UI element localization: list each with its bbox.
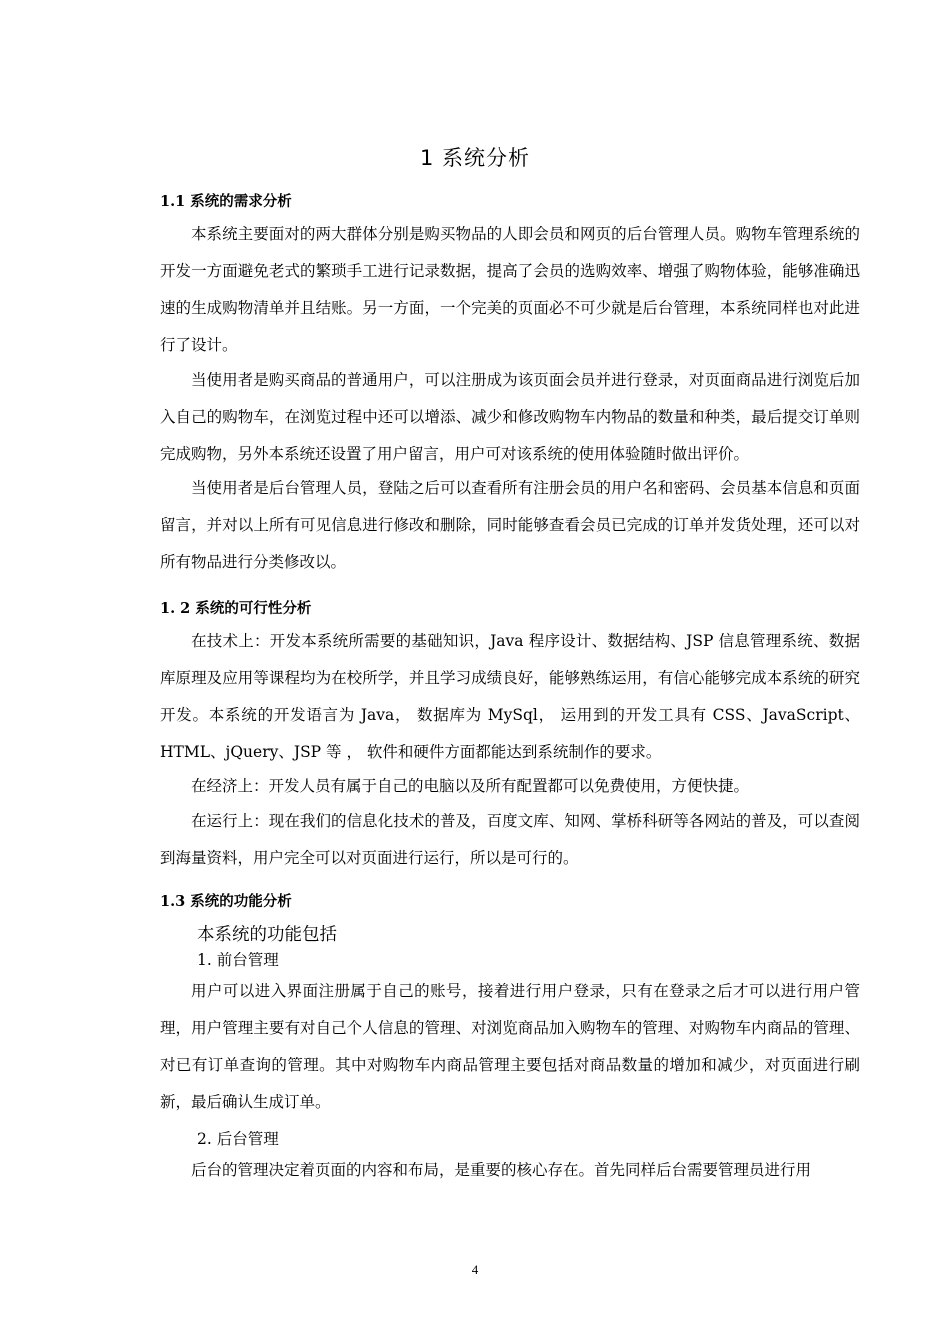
paragraph: 后台的管理决定着页面的内容和布局，是重要的核心存在。首先同样后台需要管理员进行用: [191, 1161, 812, 1179]
list-intro: 本系统的功能包括: [197, 925, 337, 945]
paragraph: 在技术上：开发本系统所需要的基础知识，Java 程序设计、数据结构、JSP 信息管理系统、数据库原理及应用等课程均为在校所学，并且学习成绩良好，能够熟练运用，有信心能够完成本系统的研究开发。本系统的开发语言为 Java， 数据库为 MySql， 运用到的开发工具有 CSS、JavaScript、HTML、jQuery、JSP 等 ， 软件和硬件方面都能达到系统制作的要求。: [160, 632, 860, 761]
section-heading-1-2: 1. 2 系统的可行性分析: [160, 600, 312, 617]
section-heading-1-1: 1.1 系统的需求分析: [160, 193, 292, 210]
paragraph: 当使用者是后台管理人员，登陆之后可以查看所有注册会员的用户名和密码、会员基本信息和页面留言，并对以上所有可见信息进行修改和删除，同时能够查看会员已完成的订单并发货处理，还可以对所有物品进行分类修改以。: [160, 479, 860, 571]
paragraph: 本系统主要面对的两大群体分别是购买物品的人即会员和网页的后台管理人员。购物车管理系统的开发一方面避免老式的繁琐手工进行记录数据，提高了会员的选购效率、增强了购物体验，能够准确迅速的生成购物清单并且结账。另一方面，一个完美的页面必不可少就是后台管理，本系统同样也对此进行了设计。: [160, 225, 860, 354]
chapter-title: 1 系统分析: [419, 146, 531, 170]
list-item-frontend: 1. 前台管理: [197, 951, 279, 969]
page-number: 4: [471, 1262, 479, 1277]
paragraph: 在经济上：开发人员有属于自己的电脑以及所有配置都可以免费使用，方便快捷。: [191, 777, 750, 795]
paragraph: 当使用者是购买商品的普通用户，可以注册成为该页面会员并进行登录，对页面商品进行浏览后加入自己的购物车，在浏览过程中还可以增添、减少和修改购物车内物品的数量和种类，最后提交订单则完成购物，另外本系统还设置了用户留言，用户可对该系统的使用体验随时做出评价。: [160, 371, 860, 463]
paragraph: 用户可以进入界面注册属于自己的账号，接着进行用户登录，只有在登录之后才可以进行用户管理，用户管理主要有对自己个人信息的管理、对浏览商品加入购物车的管理、对购物车内商品的管理、对已有订单查询的管理。其中对购物车内商品管理主要包括对商品数量的增加和减少，对页面进行刷新，最后确认生成订单。: [160, 982, 860, 1111]
section-heading-1-3: 1.3 系统的功能分析: [160, 893, 292, 910]
list-item-backend: 2. 后台管理: [197, 1130, 279, 1148]
paragraph: 在运行上：现在我们的信息化技术的普及，百度文库、知网、掌桥科研等各网站的普及，可以查阅到海量资料，用户完全可以对页面进行运行，所以是可行的。: [160, 812, 860, 867]
